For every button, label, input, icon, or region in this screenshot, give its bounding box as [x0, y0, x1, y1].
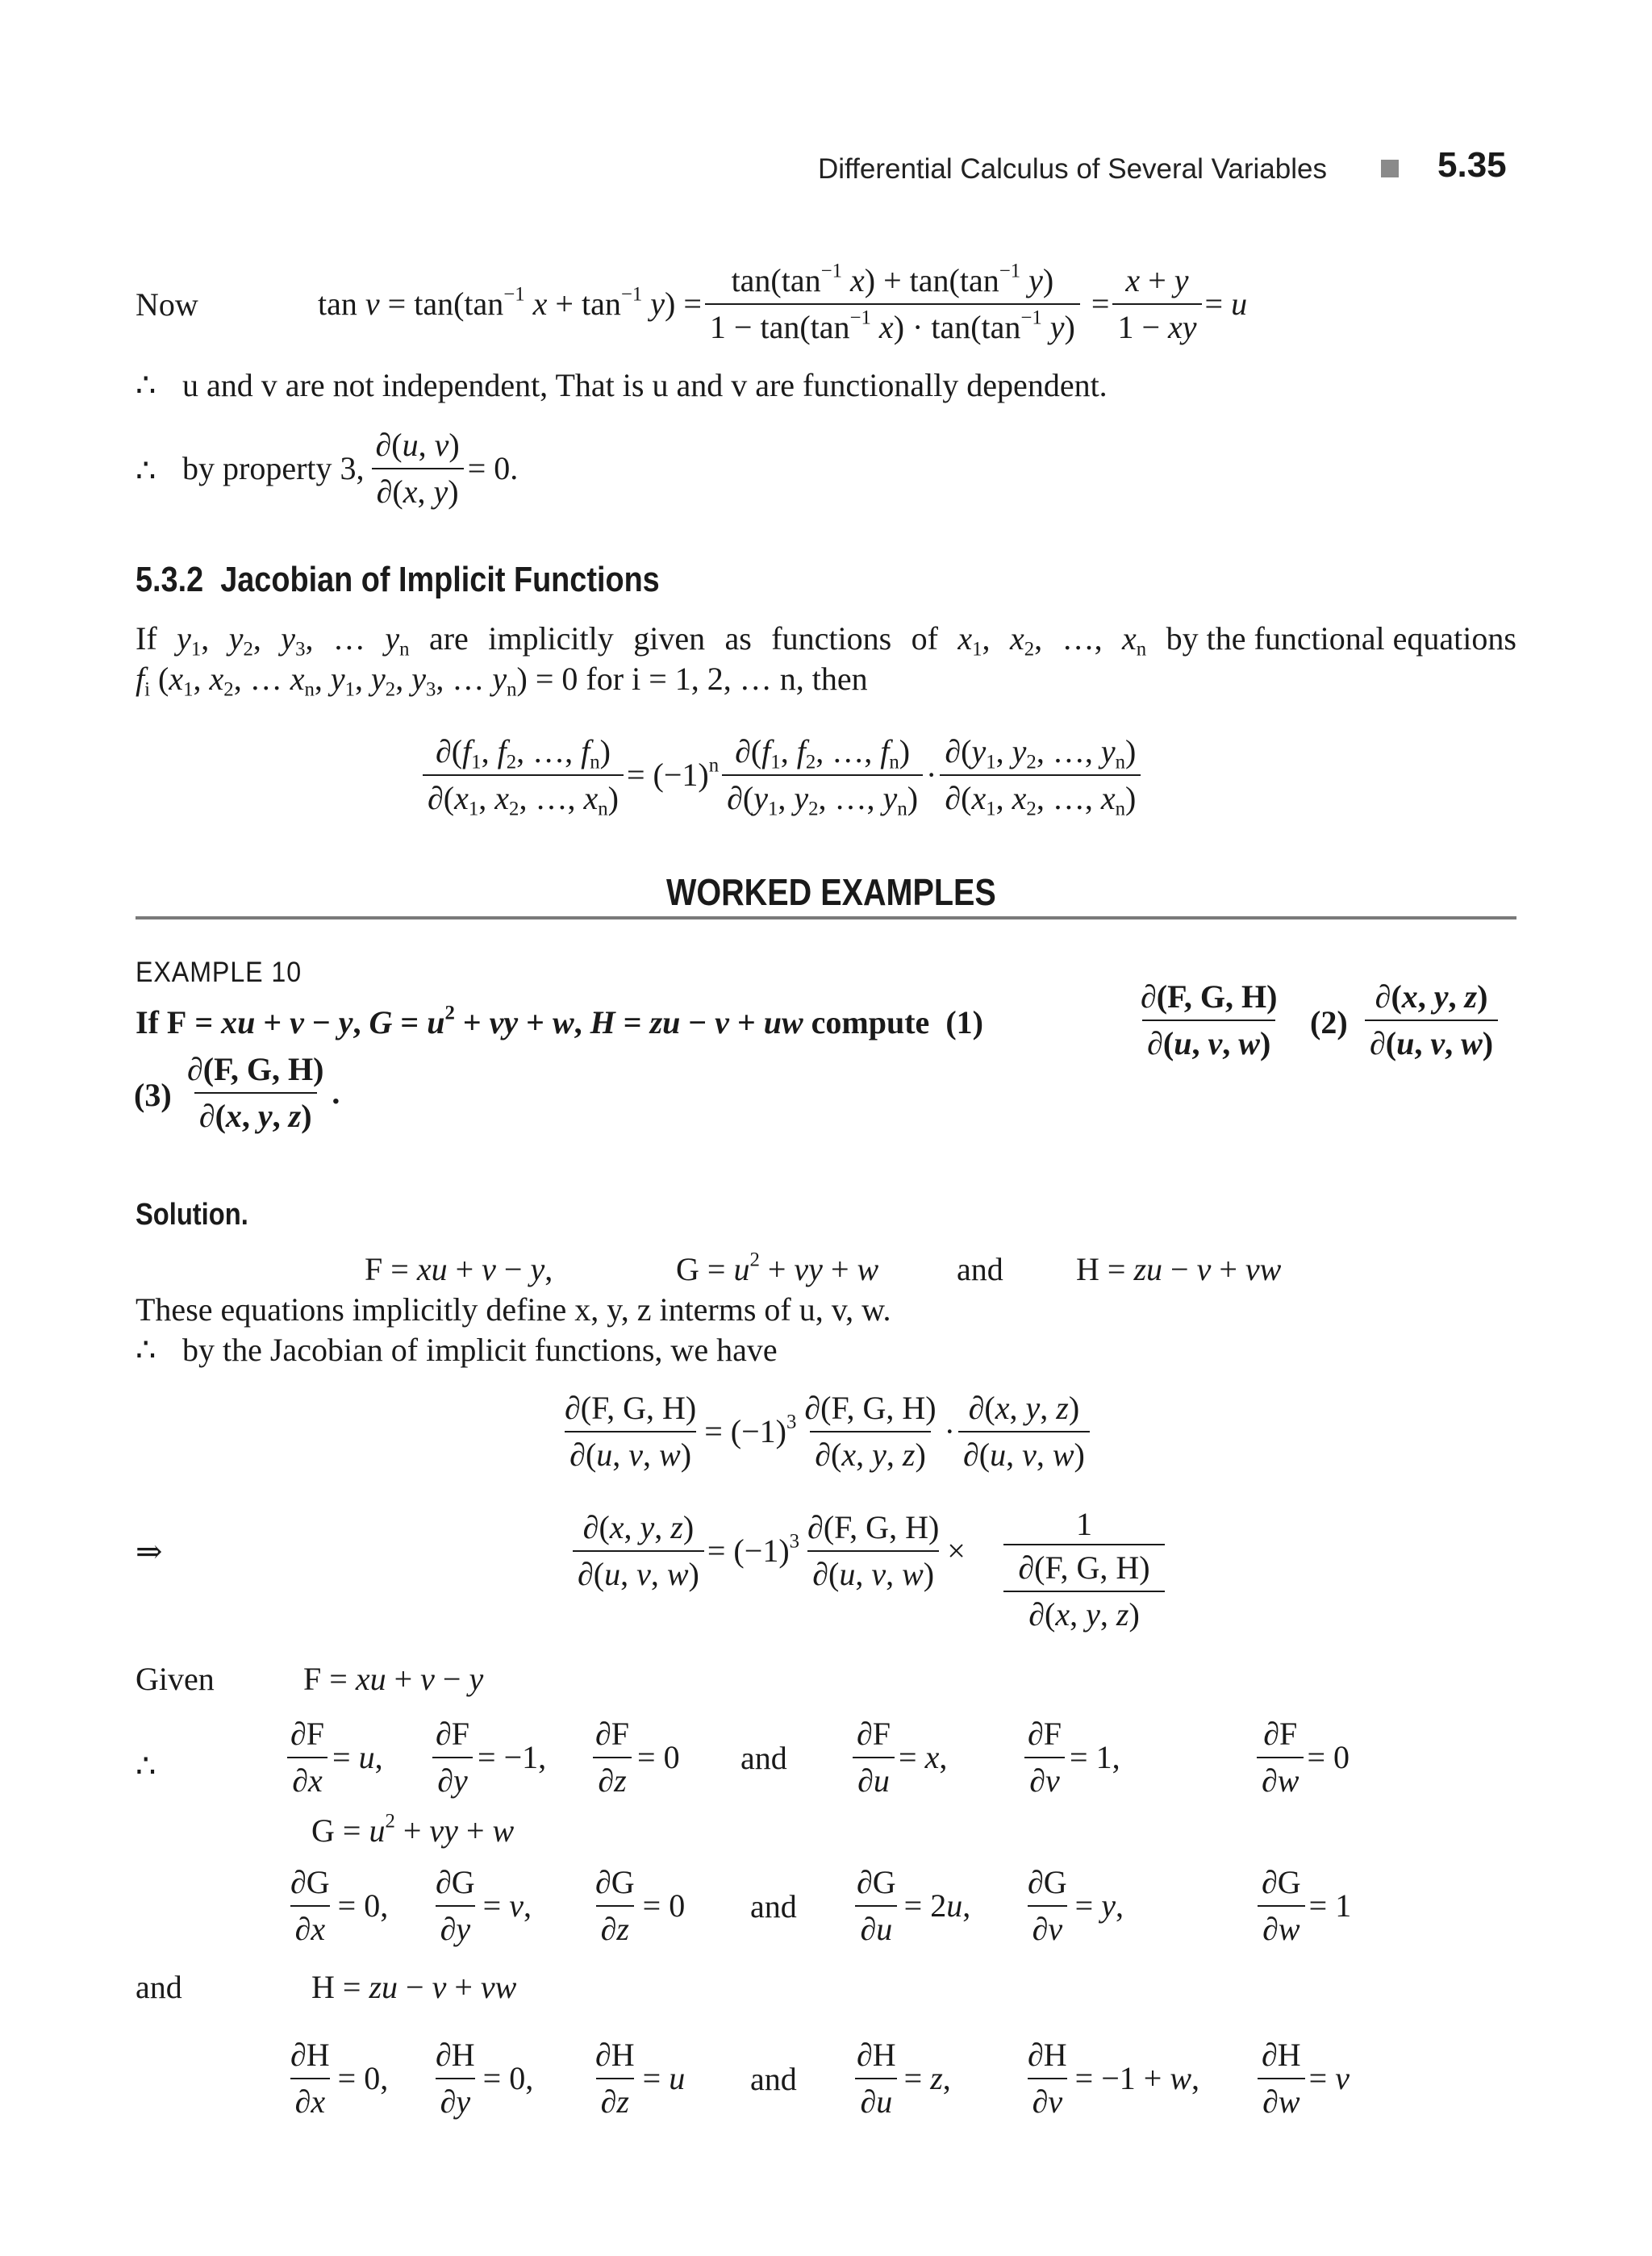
- partial-g-z: $\frac{\partial G}{\partial z}$ = 0: [595, 1864, 686, 1947]
- solution-jacobian-line: by the Jacobian of implicit functions, we have: [182, 1332, 778, 1368]
- item-1-label: (1): [945, 1004, 983, 1040]
- solution-label: Solution.: [136, 1198, 248, 1232]
- partial-h-z: $\frac{\partial H}{\partial z}$ = u: [595, 2037, 686, 2120]
- example-label: EXAMPLE 10: [136, 957, 302, 988]
- implicit-jacobian-formula: $\frac{\partial(f_1, f_2, \dots, f_n)}{\partial(x_1, x_2, \dots, x_n)}$ = $(-1)^n$ $\frac{\partial(f_1, f_2, \dots, f_n)}{\partial(y_1, y_2, \dots, y_n)}$ · $\frac{\partial(y_1, y_2, \dots, y_n)}{\partial(x_1, x_2, \dots, x_n)}$: [419, 732, 1144, 818]
- partial-g-v: $\frac{\partial G}{\partial v}$ = y,: [1028, 1864, 1124, 1947]
- partial-h-x: $\frac{\partial H}{\partial x}$ = 0,: [290, 2037, 389, 2120]
- partial-f-z: $\frac{\partial F}{\partial z}$ = 0: [587, 1715, 680, 1800]
- solution-and-word: and: [957, 1251, 1003, 1287]
- therefore-symbol-3: ∴: [136, 1332, 156, 1368]
- given-g: $G = u^2$ + vy + w: [311, 1810, 515, 1849]
- partial-g-u: $\frac{\partial G}{\partial u}$ = 2u,: [857, 1864, 971, 1947]
- partial-g-y: $\frac{\partial G}{\partial y}$ = v,: [436, 1864, 532, 1947]
- and-word-f: and: [740, 1740, 787, 1776]
- para-line2-end: = 0 for i = 1, 2, … n, then: [535, 661, 868, 697]
- property-text: by property 3,: [182, 450, 365, 486]
- partial-f-x: $\frac{\partial F}{\partial x}$ = u,: [282, 1715, 383, 1800]
- example-statement: If F = xu + v − y, $G = u^2$ + vy + w, H = zu − v + uw compute (1): [136, 1002, 983, 1040]
- given-label: Given: [136, 1661, 215, 1697]
- jacobian-relation-1: $\frac{\partial(F, G, H)}{\partial(u, v, w)}$ = $(-1)^3$ $\frac{\partial(F, G, H)}{\partial(x, y, z)}$ · $\frac{\partial(x, y, z)}{\partial(u, v, w)}$: [557, 1389, 1093, 1474]
- therefore-symbol-1: ∴: [136, 367, 156, 403]
- reciprocal-fraction: 1 ∂(F, G, H) ∂(x, y, z): [1003, 1505, 1165, 1634]
- section-number: 5.3.2: [136, 560, 204, 599]
- and-word-g: and: [750, 1888, 797, 1924]
- section-heading: [136, 560, 660, 600]
- section-title: Jacobian of Implicit Functions: [220, 560, 660, 599]
- jacobian-relation-2: $\frac{\partial(x, y, z)}{\partial(u, v, w)}$ = $(-1)^3$ $\frac{\partial(F, G, H)}{\partial(u, v, w)}$ ×: [569, 1508, 966, 1594]
- section-para-line2: $f_i$ ($x_1$, $x_2$, … $x_n$, $y_1$, $y_2$, $y_3$, … $y_n) = 0$ for i = 1, 2, … n, then: [136, 661, 868, 701]
- solution-g-def: $G = u^2$ + vy + w: [676, 1249, 879, 1287]
- and-label: and: [136, 1969, 182, 2005]
- item-2-label: (2): [1310, 1004, 1348, 1040]
- tan-v-equation: $\tan v = \tan(\tan^{-1}$ $x + \tan^{-1} y$) = $\frac{\tan(\tan^{-1} x) + \tan(\tan^{-1} y)}{1 - \tan(\tan^{-1} x) \cdot \tan(\tan^{-1} y)}$ = $\frac{x + y}{1 - xy}$ = u: [318, 260, 1248, 345]
- page-number: 5.35: [1437, 145, 1507, 185]
- solution-h-def: H = zu − v + vw: [1076, 1251, 1282, 1287]
- partial-g-x: $\frac{\partial G}{\partial x}$ = 0,: [290, 1864, 389, 1947]
- para-line1-end: by the functional equations: [1166, 620, 1516, 657]
- given-f: F = xu + v − y: [303, 1661, 484, 1697]
- solution-define-line: These equations implicitly define x, y, z interms of u, v, w.: [136, 1291, 891, 1328]
- partial-f-v: $\frac{\partial F}{\partial v}$ = 1,: [1020, 1715, 1120, 1800]
- worked-examples-rule: [136, 916, 1516, 919]
- partial-h-w: $\frac{\partial H}{\partial w}$ = v: [1254, 2036, 1350, 2121]
- partial-f-w: $\frac{\partial F}{\partial w}$ = 0: [1254, 1715, 1350, 1800]
- dependent-statement: u and v are not independent, That is u and v are functionally dependent.: [182, 367, 1108, 403]
- now-label: Now: [136, 286, 198, 323]
- solution-f-def: F = xu + v − y,: [365, 1251, 553, 1287]
- worked-examples-heading: WORKED EXAMPLES: [666, 871, 996, 913]
- implies-symbol: ⇒: [136, 1533, 163, 1570]
- partial-h-u: $\frac{\partial H}{\partial u}$ = z,: [857, 2037, 951, 2120]
- partial-h-y: $\frac{\partial H}{\partial y}$ = 0,: [436, 2037, 534, 2120]
- partial-f-u: $\frac{\partial F}{\partial u}$ = x,: [849, 1715, 947, 1800]
- and-word-h: and: [750, 2061, 797, 2097]
- section-para-line1: If $y_1$, $y_2$, $y_3$, … $y_n$ are implicitly given as functions of $x_1$, $x_2$, …, $x_n$ by the functional equations: [136, 620, 1516, 661]
- header-square-icon: [1381, 160, 1399, 177]
- partial-h-v: $\frac{\partial H}{\partial v}$ = −1 + w,: [1028, 2037, 1200, 2120]
- running-title: Differential Calculus of Several Variables: [818, 153, 1327, 185]
- therefore-symbol-2: ∴: [136, 452, 156, 489]
- property-3-equation: by property 3, $\frac{\partial(u, v)}{\partial(x, y)}$ = 0.: [182, 427, 519, 510]
- example-fraction-3: $\frac{\partial(F, G, H)}{\partial(x, y, z)}$ .: [187, 1051, 340, 1134]
- given-h: H = zu − v + vw: [311, 1969, 517, 2005]
- item-3-label: (3): [134, 1077, 172, 1113]
- partial-f-y: $\frac{\partial F}{\partial y}$ = −1,: [428, 1715, 546, 1800]
- partial-g-w: $\frac{\partial G}{\partial w}$ = 1: [1254, 1863, 1351, 1949]
- example-fraction-2: $\frac{\partial(x, y, z)}{\partial(u, v, w)}$: [1362, 978, 1501, 1063]
- compute-word: compute: [811, 1004, 930, 1040]
- example-fraction-1: $\frac{\partial(F, G, H)}{\partial(u, v, w)}$: [1141, 978, 1278, 1061]
- therefore-symbol-4: ∴: [136, 1748, 156, 1784]
